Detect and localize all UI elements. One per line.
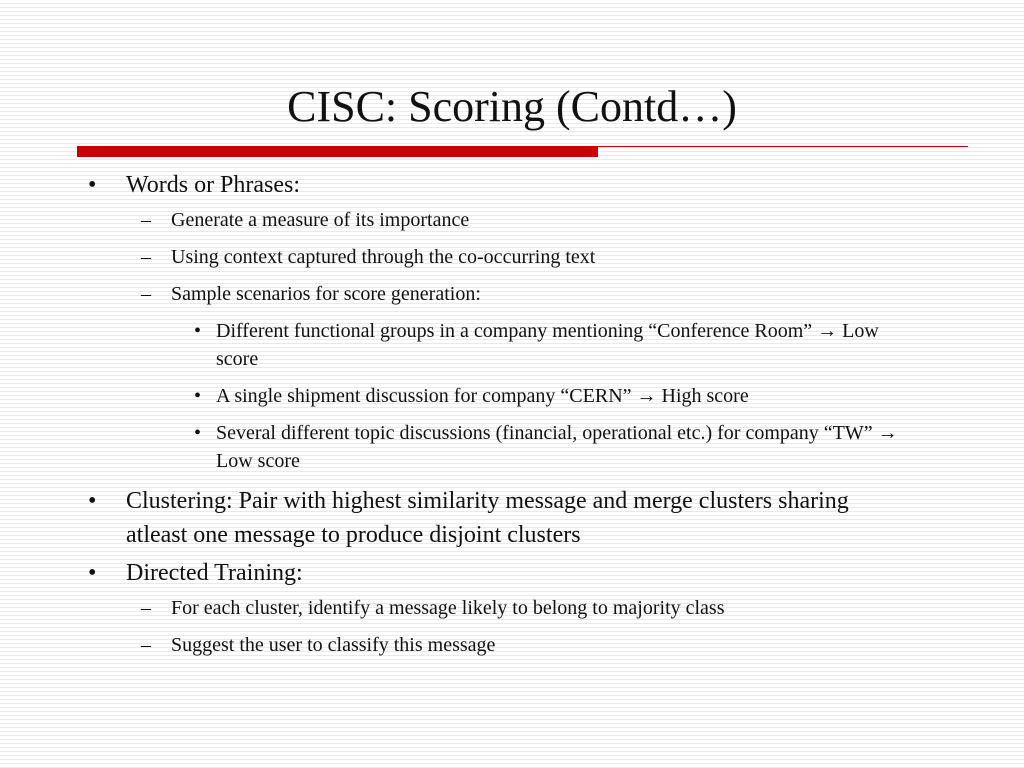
bullet-text: Words or Phrases: bbox=[126, 172, 301, 198]
bullet-marker: • bbox=[194, 422, 202, 444]
dash-marker: – bbox=[141, 283, 151, 305]
bullet-item bbox=[0, 484, 1024, 552]
sub-bullet-text: Using context captured through the co-occurring text bbox=[171, 246, 596, 268]
dash-marker: – bbox=[141, 209, 151, 231]
slide-title: CISC: Scoring (Contd…) bbox=[287, 82, 737, 131]
sub-sub-bullet-item bbox=[0, 382, 1024, 410]
bullet-marker: • bbox=[88, 488, 97, 514]
sub-bullet-text: Sample scenarios for score generation: bbox=[171, 283, 481, 305]
bullet-item bbox=[0, 168, 1024, 202]
bullet-marker: • bbox=[194, 320, 202, 342]
sub-bullet-item bbox=[0, 594, 1024, 622]
bullet-item bbox=[0, 556, 1024, 590]
title-underline-thin bbox=[598, 146, 968, 147]
bullet-text: Directed Training: bbox=[126, 560, 303, 586]
slide-content bbox=[0, 168, 1024, 668]
sub-bullet-text: Suggest the user to classify this message bbox=[171, 634, 496, 656]
sub-sub-bullet-text: Different functional groups in a company mentioning “Conference Room” → Low score bbox=[216, 320, 879, 370]
sub-sub-bullet-item bbox=[0, 419, 1024, 475]
sub-bullet-text: For each cluster, identify a message likely to belong to majority class bbox=[171, 597, 725, 619]
dash-marker: – bbox=[141, 597, 151, 619]
sub-bullet-item bbox=[0, 206, 1024, 234]
dash-marker: – bbox=[141, 634, 151, 656]
sub-sub-bullet-text: A single shipment discussion for company “CERN” → High score bbox=[216, 385, 749, 407]
sub-bullet-text: Generate a measure of its importance bbox=[171, 209, 470, 231]
sub-bullet-item bbox=[0, 280, 1024, 308]
sub-sub-bullet-text: Several different topic discussions (financial, operational etc.) for company “TW” → Low score bbox=[216, 422, 898, 472]
dash-marker: – bbox=[141, 246, 151, 268]
bullet-marker: • bbox=[194, 385, 202, 407]
sub-bullet-item bbox=[0, 631, 1024, 659]
bullet-marker: • bbox=[88, 560, 97, 586]
bullet-marker: • bbox=[88, 172, 97, 198]
sub-bullet-item bbox=[0, 243, 1024, 271]
title-underline-thick bbox=[77, 146, 598, 157]
bullet-text: Clustering: Pair with highest similarity message and merge clusters sharing atleast one message to produce disjoint clusters bbox=[126, 488, 849, 548]
sub-sub-bullet-item bbox=[0, 317, 1024, 373]
